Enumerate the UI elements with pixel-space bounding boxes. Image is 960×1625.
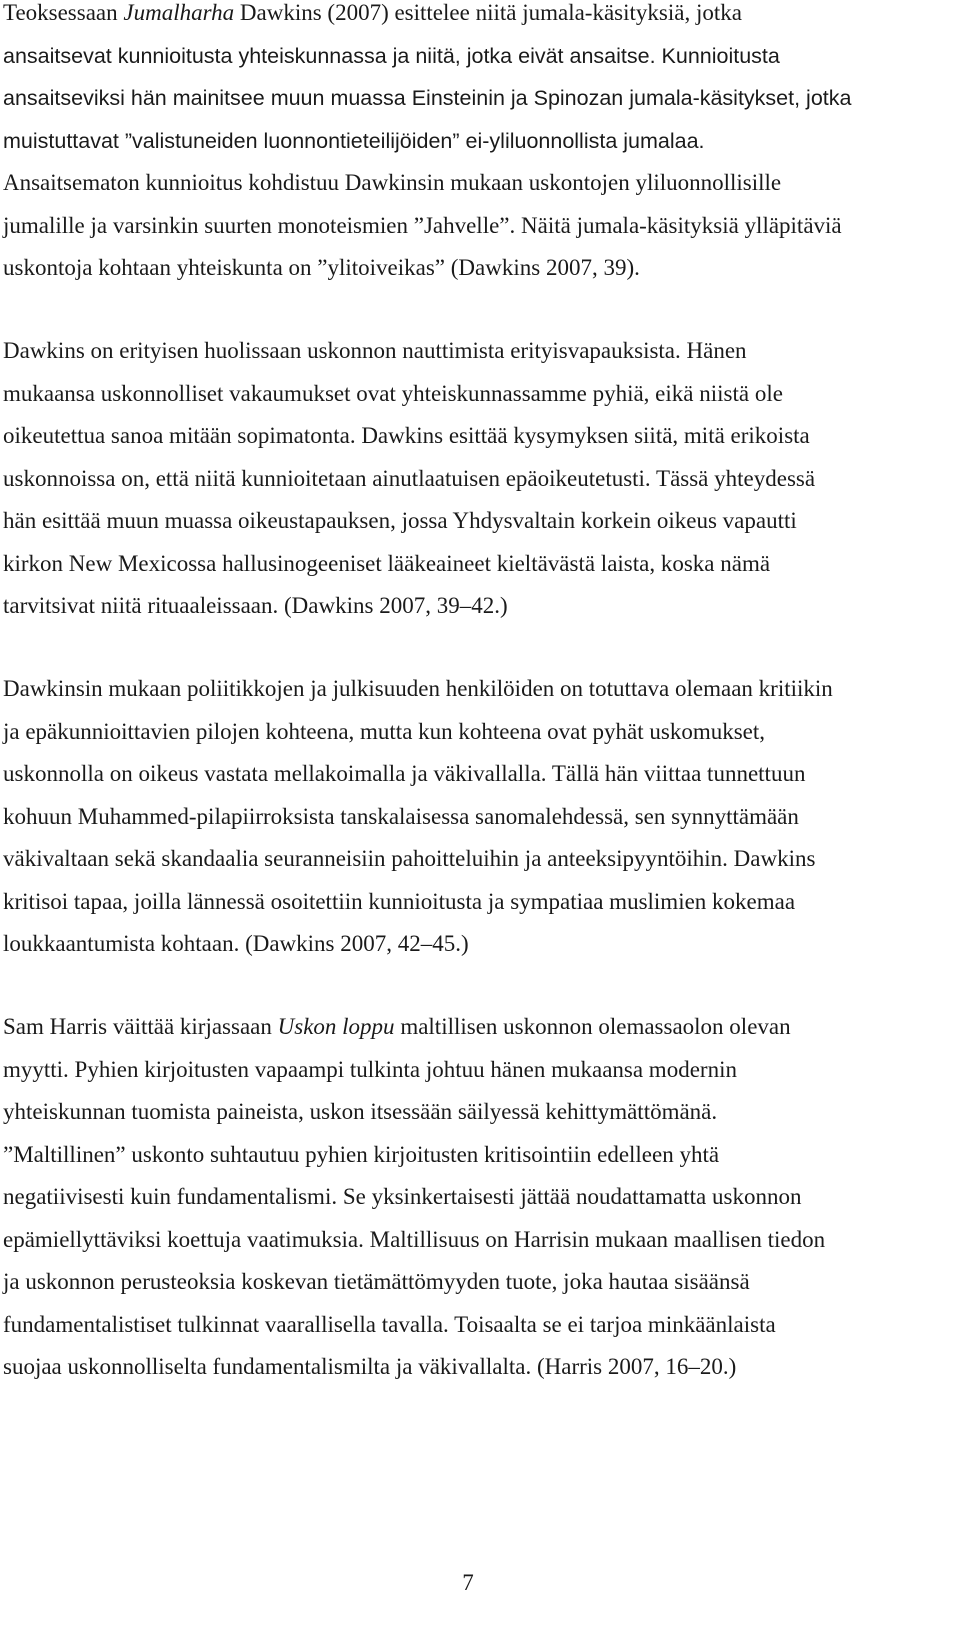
- text-line: kritisoi tapaa, joilla lännessä osoitettiin kunnioitusta ja sympatiaa muslimien kokemaa: [3, 888, 796, 914]
- page-number: 7: [462, 1570, 474, 1595]
- book-title: Uskon loppu: [277, 1014, 395, 1039]
- text-line: ansaitseviksi hän mainitsee muun muassa Einsteinin ja Spinozan jumala-käsitykset, jotka: [3, 86, 852, 110]
- text-line: hän esittää muun muassa oikeustapauksen, jossa Yhdysvaltain korkein oikeus vapautti: [3, 508, 797, 533]
- text-line: ja uskonnon perusteoksia koskevan tietämättömyyden tuote, joka hautaa sisäänsä: [3, 1269, 750, 1294]
- text-line: kirkon New Mexicossa hallusinogeeniset lääkeaineet kieltävästä laista, koska nämä: [3, 550, 771, 576]
- text-line: myytti. Pyhien kirjoitusten vapaampi tulkinta johtuu hänen mukaansa modernin: [3, 1056, 737, 1082]
- text-line: mukaansa uskonnolliset vakaumukset ovat yhteiskunnassamme pyhiä, eikä niistä ole: [3, 380, 783, 406]
- text-line: suojaa uskonnolliselta fundamentalismilta ja väkivallalta. (Harris 2007, 16–20.): [3, 1354, 737, 1379]
- text-line: Dawkinsin mukaan poliitikkojen ja julkisuuden henkilöiden on totuttava olemaan kritiikin: [3, 676, 833, 701]
- paragraph-2: [3, 330, 943, 628]
- text-line: Dawkins on erityisen huolissaan uskonnon nauttimista erityisvapauksista. Hänen: [3, 338, 747, 363]
- text-line: epämiellyttäviksi koettuja vaatimuksia. Maltillisuus on Harrisin mukaan maallisen tiedon: [3, 1226, 826, 1252]
- paragraph-3: [3, 668, 943, 966]
- text-line: yhteiskunnan tuomista paineista, uskon itsessään säilyessä kehittymättömänä.: [3, 1099, 718, 1124]
- text-line: oikeutettua sanoa mitään sopimatonta. Dawkins esittää kysymyksen siitä, mitä erikoista: [3, 423, 810, 448]
- text-line: fundamentalistiset tulkinnat vaarallisella tavalla. Toisaalta se ei tarjoa minkäänlaista: [3, 1311, 776, 1337]
- text-line: muistuttavat ”valistuneiden luonnontieteilijöiden” ei-yliluonnollista jumalaa.: [3, 128, 705, 153]
- text-line: Sam Harris väittää kirjassaan Uskon loppu maltillisen uskonnon olemassaolon olevan: [3, 1014, 791, 1039]
- text-line: uskontoja kohtaan yhteiskunta on ”ylitoiveikas” (Dawkins 2007, 39).: [3, 255, 640, 280]
- text-line: tarvitsivat niitä rituaaleissaan. (Dawkins 2007, 39–42.): [3, 593, 508, 618]
- text-line: väkivaltaan sekä skandaalia seuranneisiin pahoitteluihin ja anteeksipyyntöihin. Dawkins: [3, 846, 816, 871]
- text-line: jumalille ja varsinkin suurten monoteismien ”Jahvelle”. Näitä jumala-käsityksiä ylläpitäviä: [3, 212, 842, 238]
- text-line: ”Maltillinen” uskonto suhtautuu pyhien kirjoitusten kritisointiin edelleen yhtä: [3, 1141, 720, 1167]
- text-line: Ansaitsematon kunnioitus kohdistuu Dawkinsin mukaan uskontojen yliluonnollisille: [3, 170, 782, 195]
- paragraph-4: [3, 1006, 943, 1389]
- text-line: uskonnolla on oikeus vastata mellakoimalla ja väkivallalla. Tällä hän viittaa tunnettuun: [3, 761, 806, 786]
- book-title: Jumalharha: [123, 0, 235, 25]
- paragraph-1: [3, 0, 943, 290]
- text-line: ansaitsevat kunnioitusta yhteiskunnassa ja niitä, jotka eivät ansaitse. Kunnioitusta: [3, 43, 780, 68]
- text-line: negatiivisesti kuin fundamentalismi. Se yksinkertaisesti jättää noudattamatta uskonnon: [3, 1184, 802, 1209]
- text-line: uskonnoissa on, että niitä kunnioitetaan ainutlaatuisen epäoikeutetusti. Tässä yhteydessä: [3, 465, 816, 491]
- text-line: loukkaantumista kohtaan. (Dawkins 2007, 42–45.): [3, 931, 469, 956]
- text-line: Teoksessaan Jumalharha Dawkins (2007) esittelee niitä jumala-käsityksiä, jotka: [3, 0, 742, 25]
- text-line: ja epäkunnioittavien pilojen kohteena, mutta kun kohteena ovat pyhät uskomukset,: [3, 718, 766, 744]
- text-line: kohuun Muhammed-pilapiirroksista tanskalaisessa sanomalehdessä, sen synnyttämään: [3, 803, 799, 829]
